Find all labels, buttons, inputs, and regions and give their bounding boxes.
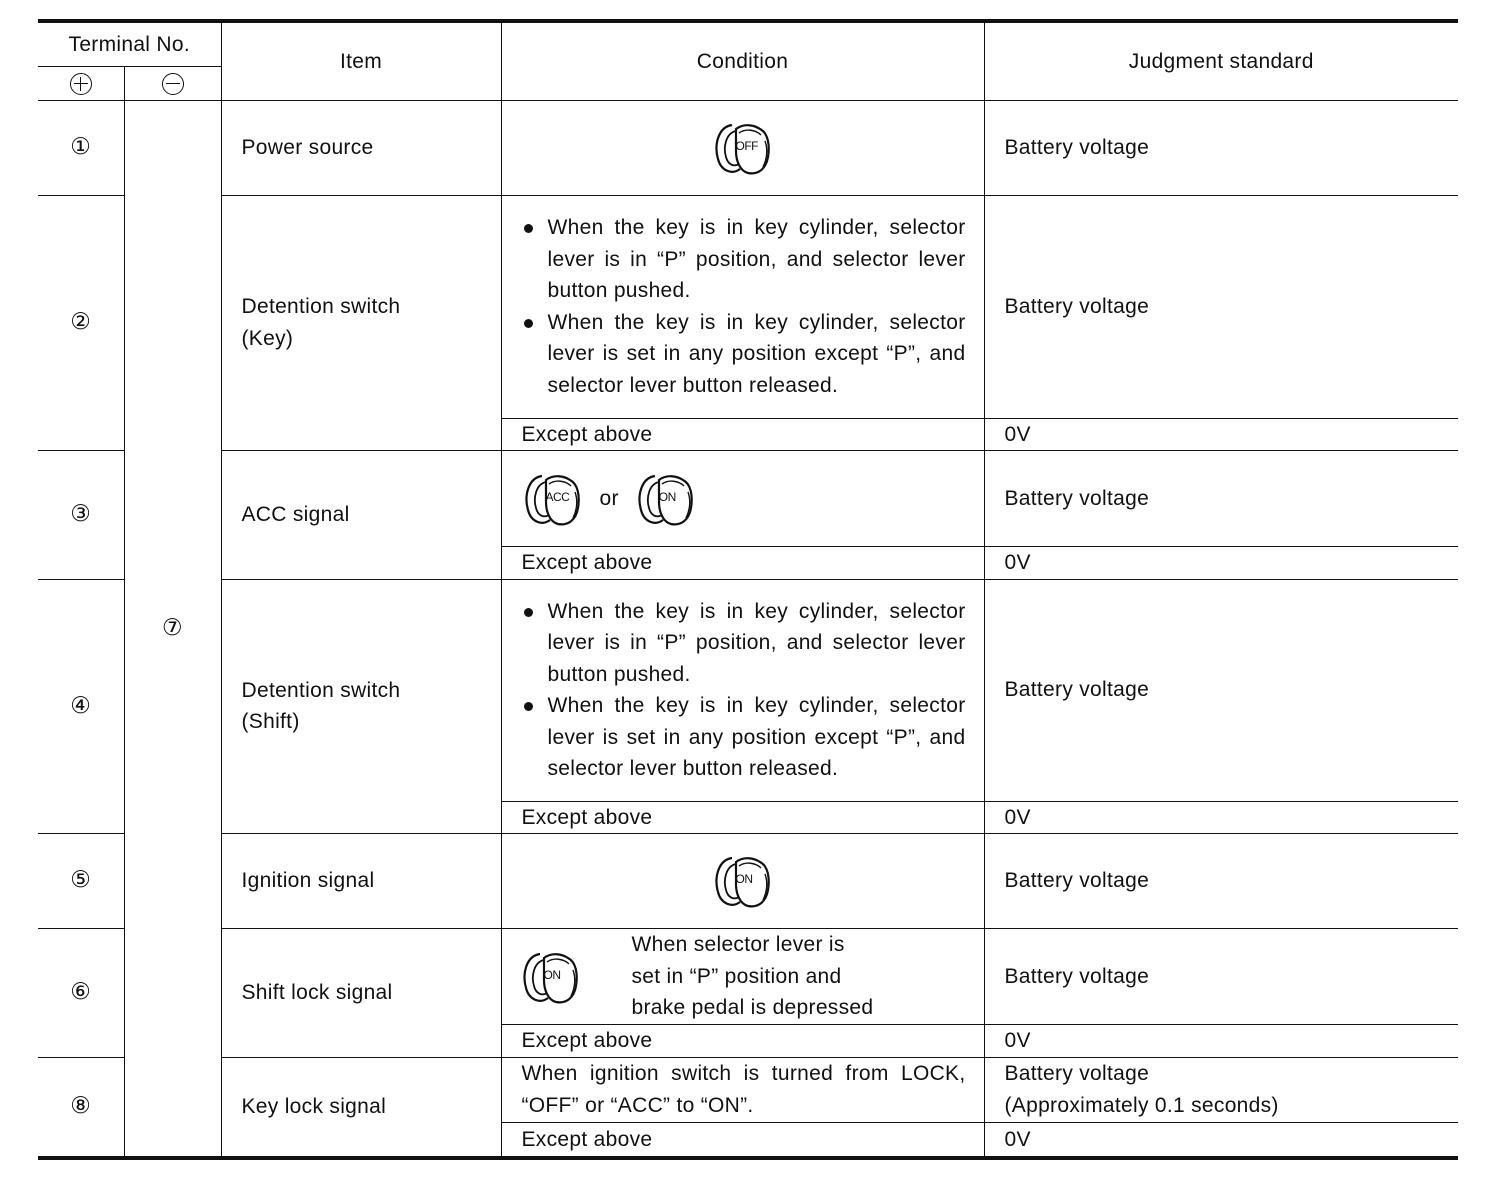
- or-label: or: [599, 486, 619, 510]
- condition-2-except: Except above: [501, 418, 984, 451]
- condition-8-except: Except above: [501, 1122, 984, 1158]
- terminal-3: ③: [38, 451, 124, 580]
- plus-terminal-icon: [70, 73, 92, 95]
- judgment-6: Battery voltage: [984, 929, 1458, 1025]
- judgment-4: Battery voltage: [984, 579, 1458, 801]
- terminal-table: [38, 19, 1458, 1160]
- terminal-5: ⑤: [38, 834, 124, 929]
- terminal-4: ④: [38, 579, 124, 834]
- terminal-2: ②: [38, 195, 124, 451]
- judgment-2-except: 0V: [984, 418, 1458, 451]
- ignition-key-on-icon: ON: [520, 946, 582, 1008]
- header-item: Item: [221, 21, 501, 100]
- judgment-3-except: 0V: [984, 547, 1458, 580]
- condition-2: [501, 195, 984, 418]
- condition-5: [501, 834, 984, 929]
- condition-2-bullet-2: When the key is in key cylinder, selector lever is set in any position except “P”, and selector lever button released.: [522, 307, 966, 402]
- item-key-lock-signal: Key lock signal: [221, 1057, 501, 1158]
- item-shift-lock-signal: Shift lock signal: [221, 929, 501, 1058]
- condition-2-bullet-1: When the key is in key cylinder, selector lever is in “P” position, and selector lever button pushed.: [522, 212, 966, 307]
- item-detention-switch-key: Detention switch (Key): [221, 195, 501, 451]
- judgment-3: Battery voltage: [984, 451, 1458, 547]
- condition-4: [501, 579, 984, 801]
- condition-6-except: Except above: [501, 1025, 984, 1058]
- judgment-1: Battery voltage: [984, 100, 1458, 195]
- judgment-8: Battery voltage (Approximately 0.1 seconds): [984, 1057, 1458, 1122]
- condition-6: [501, 929, 984, 1025]
- condition-3-except: Except above: [501, 547, 984, 580]
- header-terminal-no: Terminal No.: [38, 21, 221, 66]
- condition-4-except: Except above: [501, 801, 984, 834]
- header-condition: Condition: [501, 21, 984, 100]
- condition-key-off: [501, 100, 984, 195]
- condition-4-bullet-1: When the key is in key cylinder, selector lever is in “P” position, and selector lever button pushed.: [522, 596, 966, 691]
- item-acc-signal: ACC signal: [221, 451, 501, 580]
- terminal-6: ⑥: [38, 929, 124, 1058]
- ignition-key-on-icon: ON: [712, 850, 774, 912]
- terminal-1: ①: [38, 100, 124, 195]
- judgment-8-except: 0V: [984, 1122, 1458, 1158]
- ignition-key-off-icon: OFF: [712, 117, 774, 179]
- condition-3: [501, 451, 984, 547]
- item-power-source: Power source: [221, 100, 501, 195]
- header-judgment: Judgment standard: [984, 21, 1458, 100]
- terminal-8: ⑧: [38, 1057, 124, 1158]
- condition-6-note: When selector lever is set in “P” position and brake pedal is depressed: [631, 933, 874, 1020]
- judgment-6-except: 0V: [984, 1025, 1458, 1058]
- condition-8: When ignition switch is turned from LOCK, “OFF” or “ACC” to “ON”.: [501, 1057, 984, 1122]
- header-plus: [38, 66, 124, 100]
- item-detention-switch-shift: Detention switch (Shift): [221, 579, 501, 834]
- ignition-key-on-icon: ON: [635, 468, 697, 530]
- condition-4-bullet-2: When the key is in key cylinder, selector lever is set in any position except “P”, and selector lever button released.: [522, 690, 966, 785]
- ignition-key-acc-icon: ACC: [522, 468, 584, 530]
- item-ignition-signal: Ignition signal: [221, 834, 501, 929]
- judgment-5: Battery voltage: [984, 834, 1458, 929]
- minus-terminal-common: ⑦: [124, 100, 221, 1158]
- minus-terminal-icon: [162, 73, 184, 95]
- judgment-4-except: 0V: [984, 801, 1458, 834]
- judgment-2: Battery voltage: [984, 195, 1458, 418]
- header-minus: [124, 66, 221, 100]
